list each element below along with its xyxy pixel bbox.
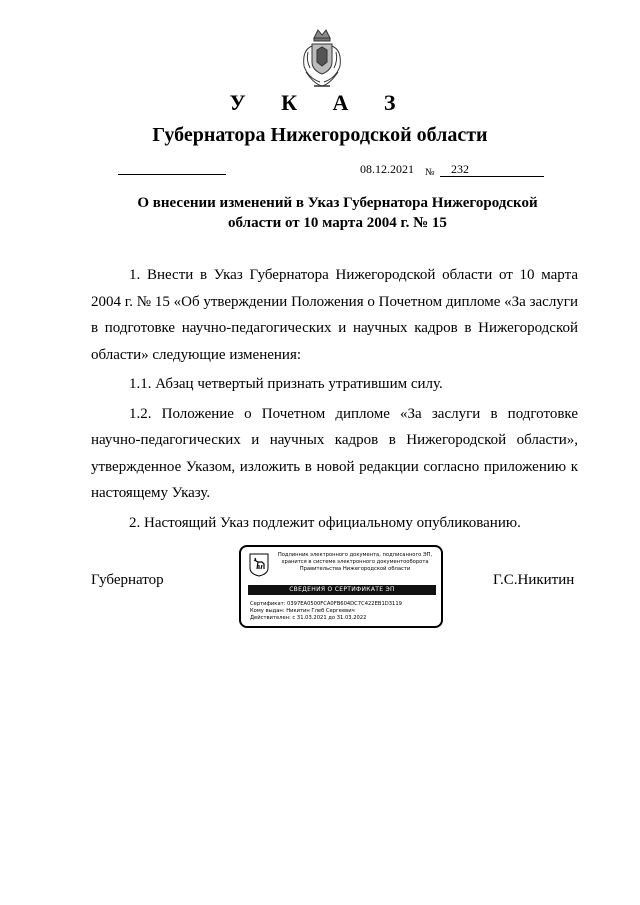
title-line-1: О внесении изменений в Указ Губернатора Нижегородской <box>137 195 538 211</box>
document-type: У К А З <box>229 90 411 115</box>
date-underline <box>118 174 226 175</box>
certificate-owner: Кому выдан: Никитин Глеб Сергеевич <box>250 608 355 614</box>
certificate-number: Сертификат: 0397EA0500FCA0FB604DC7C422EB1D3119 <box>250 601 402 607</box>
paragraph-1: 1. Внести в Указ Губернатора Нижегородской области от 10 марта 2004 г. № 15 «Об утверждении Положения о Почетном дипломе «За заслуги в подготовке научно-педагогических и научных кадров в Нижегородской области» следующие изменения: <box>91 267 578 363</box>
stamp-notice-line-3: Правительства Нижегородской области <box>299 566 411 572</box>
stamp-notice-line-1: Подлинник электронного документа, подписанного ЭП, <box>277 552 433 558</box>
number-sign: № <box>425 167 435 178</box>
coat-of-arms-icon <box>300 28 344 90</box>
stamp-notice-line-2: хранится в системе электронного документооборота <box>281 559 429 565</box>
electronic-signature-stamp <box>239 545 443 628</box>
document-title <box>110 193 565 233</box>
document-date: 08.12.2021 <box>360 162 414 176</box>
number-underline <box>440 176 544 177</box>
certificate-validity: Действителен: с 31.03.2021 до 31.03.2022 <box>250 615 367 621</box>
signatory-name: Г.С.Никитин <box>493 572 575 588</box>
paragraph-2: 2. Настоящий Указ подлежит официальному опубликованию. <box>129 514 521 531</box>
document-body <box>91 262 578 539</box>
certificate-details <box>250 601 402 622</box>
title-line-2: области от 10 марта 2004 г. № 15 <box>228 215 447 231</box>
paragraph-1-1: 1.1. Абзац четвертый признать утратившим силу. <box>129 376 443 392</box>
certificate-info-bar: СВЕДЕНИЯ О СЕРТИФИКАТЕ ЭП <box>248 585 436 595</box>
stamp-notice <box>271 552 439 573</box>
deer-emblem-icon <box>249 553 269 577</box>
document-number: 232 <box>451 162 469 176</box>
signatory-position: Губернатор <box>91 572 164 588</box>
paragraph-1-2: 1.2. Положение о Почетном дипломе «За заслуги в подготовке научно-педагогических и научных кадров в Нижегородской области», утвержденное Указом, изложить в новой редакции согласно приложению к настоящему Указу. <box>91 405 578 501</box>
issuer-title: Губернатора Нижегородской области <box>152 124 488 146</box>
